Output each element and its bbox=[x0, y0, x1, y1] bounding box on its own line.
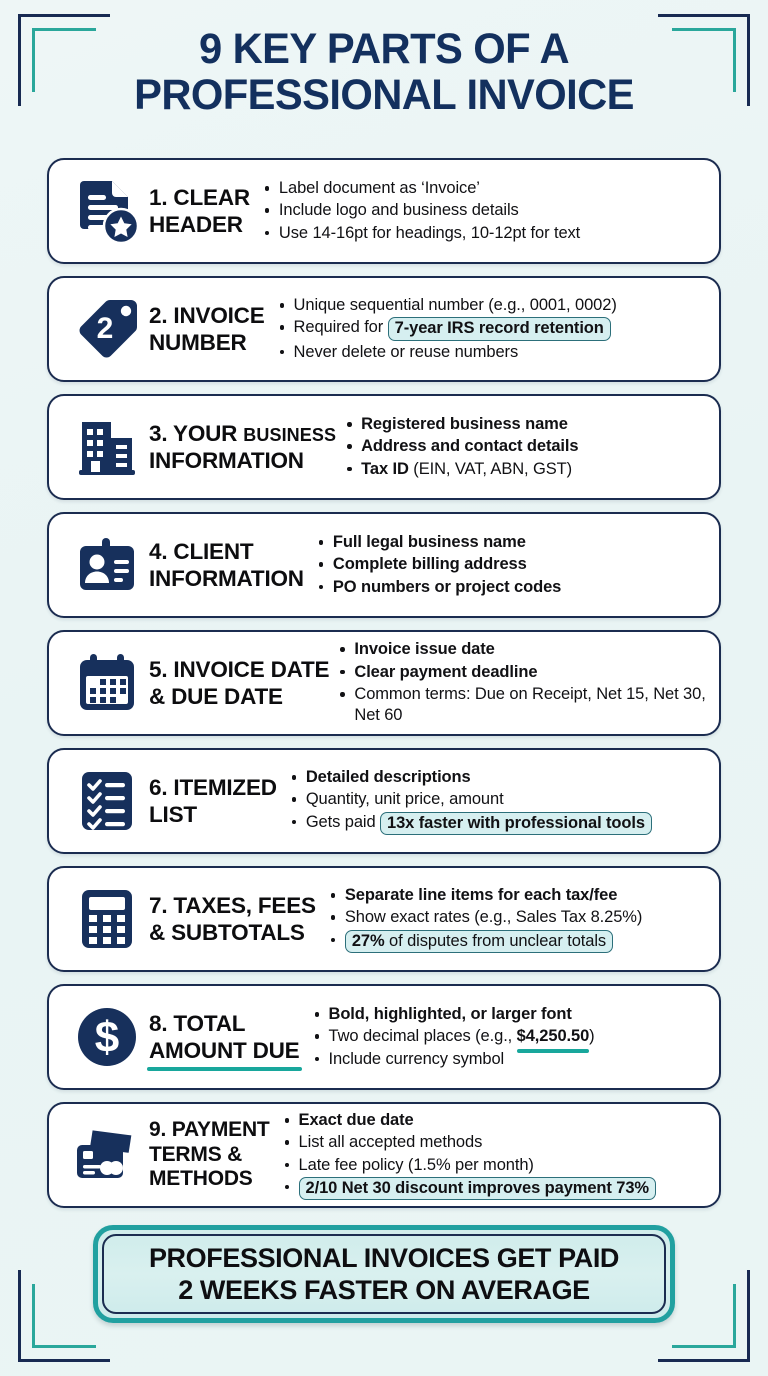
bullet-item: Address and contact details bbox=[344, 436, 707, 457]
bullet-item: Late fee policy (1.5% per month) bbox=[282, 1155, 707, 1176]
card-heading bbox=[149, 420, 342, 475]
office-building-icon bbox=[65, 410, 149, 484]
card-bullet-list bbox=[283, 767, 707, 835]
card-bullet-list bbox=[322, 885, 707, 953]
bullet-item: Show exact rates (e.g., Sales Tax 8.25%) bbox=[328, 907, 707, 928]
bullet-item: Quantity, unit price, amount bbox=[289, 789, 707, 810]
card-heading bbox=[149, 892, 322, 947]
bullet-underlined-amount: $4,250.50 bbox=[517, 1026, 590, 1047]
footer-line-1: PROFESSIONAL INVOICES GET PAID bbox=[148, 1242, 620, 1273]
card-heading bbox=[149, 538, 310, 593]
bullet-rest: (EIN, VAT, ABN, GST) bbox=[408, 459, 573, 478]
bullet-item bbox=[282, 1177, 707, 1200]
bullet-prefix: Required for bbox=[293, 318, 388, 337]
card-heading-line-1: 7. TAXES, FEES bbox=[149, 892, 316, 918]
calendar-icon bbox=[65, 646, 149, 720]
bullet-item: Separate line items for each tax/fee bbox=[328, 885, 707, 906]
card-heading-line-1: 3. YOUR bbox=[149, 420, 244, 446]
corner-inner-line bbox=[672, 1284, 736, 1348]
bullet-item bbox=[277, 317, 707, 340]
badge-rest: of disputes from unclear totals bbox=[384, 931, 607, 950]
card-heading-line-1: 9. PAYMENT bbox=[149, 1117, 270, 1141]
dollar-circle-icon bbox=[65, 1000, 149, 1074]
card-heading bbox=[149, 184, 256, 239]
calculator-icon bbox=[65, 882, 149, 956]
checklist-icon bbox=[65, 764, 149, 838]
bullet-item bbox=[289, 812, 707, 835]
highlight-badge: 2/10 Net 30 discount improves payment 73% bbox=[299, 1177, 656, 1200]
card-heading bbox=[149, 1118, 276, 1192]
footer-inner-frame bbox=[102, 1234, 666, 1314]
card-heading-line-1: 4. CLIENT bbox=[149, 538, 254, 564]
highlight-badge bbox=[345, 930, 613, 953]
bullet-item: Use 14-16pt for headings, 10-12pt for text bbox=[262, 223, 707, 244]
card-heading-line-1: 8. TOTAL bbox=[149, 1010, 246, 1036]
svg-text:2: 2 bbox=[96, 312, 114, 345]
card-your-business-information[interactable] bbox=[47, 394, 721, 500]
bullet-item: Never delete or reuse numbers bbox=[277, 342, 707, 363]
card-heading-line-2: & SUBTOTALS bbox=[149, 920, 305, 945]
bullet-item: Clear payment deadline bbox=[337, 662, 707, 683]
bullet-item bbox=[328, 930, 707, 953]
card-heading bbox=[149, 656, 335, 711]
svg-text:$: $ bbox=[94, 1013, 120, 1062]
bullet-item: Label document as ‘Invoice’ bbox=[262, 178, 707, 199]
bullet-item: Unique sequential number (e.g., 0001, 0002) bbox=[277, 295, 707, 316]
corner-inner-line bbox=[32, 1284, 96, 1348]
card-heading-line-2: AMOUNT DUE bbox=[149, 1038, 300, 1063]
card-heading-line-1: 6. ITEMIZED bbox=[149, 774, 277, 800]
card-heading-line-2: HEADER bbox=[149, 212, 243, 237]
card-heading-line-2: NUMBER bbox=[149, 330, 247, 355]
card-heading-line-1: 2. INVOICE bbox=[149, 302, 265, 328]
bullet-item: Invoice issue date bbox=[337, 639, 707, 660]
card-heading bbox=[149, 302, 271, 357]
bullet-item: List all accepted methods bbox=[282, 1132, 707, 1153]
bullet-prefix: Two decimal places (e.g., bbox=[328, 1027, 517, 1046]
card-payment-terms-methods[interactable] bbox=[47, 1102, 721, 1208]
bullet-item: Common terms: Due on Receipt, Net 15, Net 30, Net 60 bbox=[337, 684, 707, 727]
bullet-bold-part: Tax ID bbox=[361, 459, 409, 478]
card-itemized-list[interactable] bbox=[47, 748, 721, 854]
card-bullet-list bbox=[335, 639, 707, 726]
card-client-information[interactable] bbox=[47, 512, 721, 618]
bullet-item: Detailed descriptions bbox=[289, 767, 707, 788]
bullet-item bbox=[312, 1026, 708, 1047]
card-invoice-date-due-date[interactable] bbox=[47, 630, 721, 736]
card-total-amount-due[interactable] bbox=[47, 984, 721, 1090]
card-heading-line-3: METHODS bbox=[149, 1167, 253, 1191]
card-bullet-list bbox=[306, 1004, 708, 1070]
bullet-item: PO numbers or project codes bbox=[316, 577, 707, 598]
bullet-item: Full legal business name bbox=[316, 532, 707, 553]
price-tag-icon bbox=[65, 292, 149, 366]
card-bullet-list bbox=[256, 178, 707, 244]
card-bullet-list bbox=[276, 1110, 707, 1200]
card-clear-header[interactable] bbox=[47, 158, 721, 264]
bullet-item: Complete billing address bbox=[316, 554, 707, 575]
title-line-1: 9 KEY PARTS OF A bbox=[198, 25, 569, 73]
highlight-badge: 13x faster with professional tools bbox=[380, 812, 652, 835]
bullet-item: Bold, highlighted, or larger font bbox=[312, 1004, 708, 1025]
card-heading-line-2: INFORMATION bbox=[149, 448, 304, 473]
credit-cards-icon bbox=[65, 1118, 149, 1192]
bullet-item: Registered business name bbox=[344, 414, 707, 435]
bullet-prefix: Gets paid bbox=[305, 812, 381, 831]
card-heading bbox=[149, 1010, 306, 1065]
card-heading-line-2: INFORMATION bbox=[149, 566, 304, 591]
card-bullet-list bbox=[342, 414, 707, 480]
badge-bold-part: 27% bbox=[351, 931, 385, 950]
card-heading-line-1: 1. CLEAR bbox=[149, 184, 250, 210]
card-bullet-list bbox=[271, 295, 707, 363]
bullet-suffix: ) bbox=[589, 1027, 595, 1046]
card-taxes-fees-subtotals[interactable] bbox=[47, 866, 721, 972]
card-heading-line-1: 5. INVOICE DATE bbox=[149, 656, 330, 682]
bullet-item: Include logo and business details bbox=[262, 200, 707, 221]
card-bullet-list bbox=[310, 532, 707, 598]
footer-banner bbox=[93, 1225, 675, 1323]
card-heading-line-2: TERMS & bbox=[149, 1142, 243, 1166]
cards-list bbox=[47, 158, 721, 1220]
bullet-item bbox=[344, 459, 707, 480]
page-title bbox=[0, 26, 768, 119]
card-invoice-number[interactable] bbox=[47, 276, 721, 382]
card-heading-line-1-small: BUSINESS bbox=[243, 424, 337, 445]
card-heading-line-2: LIST bbox=[149, 802, 197, 827]
highlight-badge: 7-year IRS record retention bbox=[388, 317, 611, 340]
card-heading-line-2: & DUE DATE bbox=[149, 684, 283, 709]
bullet-item: Exact due date bbox=[282, 1110, 707, 1131]
id-card-icon bbox=[65, 528, 149, 602]
card-heading bbox=[149, 774, 283, 829]
bullet-item: Include currency symbol bbox=[312, 1049, 708, 1070]
title-line-2: PROFESSIONAL INVOICE bbox=[134, 71, 634, 120]
footer-line-2: 2 WEEKS FASTER ON AVERAGE bbox=[178, 1275, 590, 1305]
document-star-icon bbox=[65, 174, 149, 248]
